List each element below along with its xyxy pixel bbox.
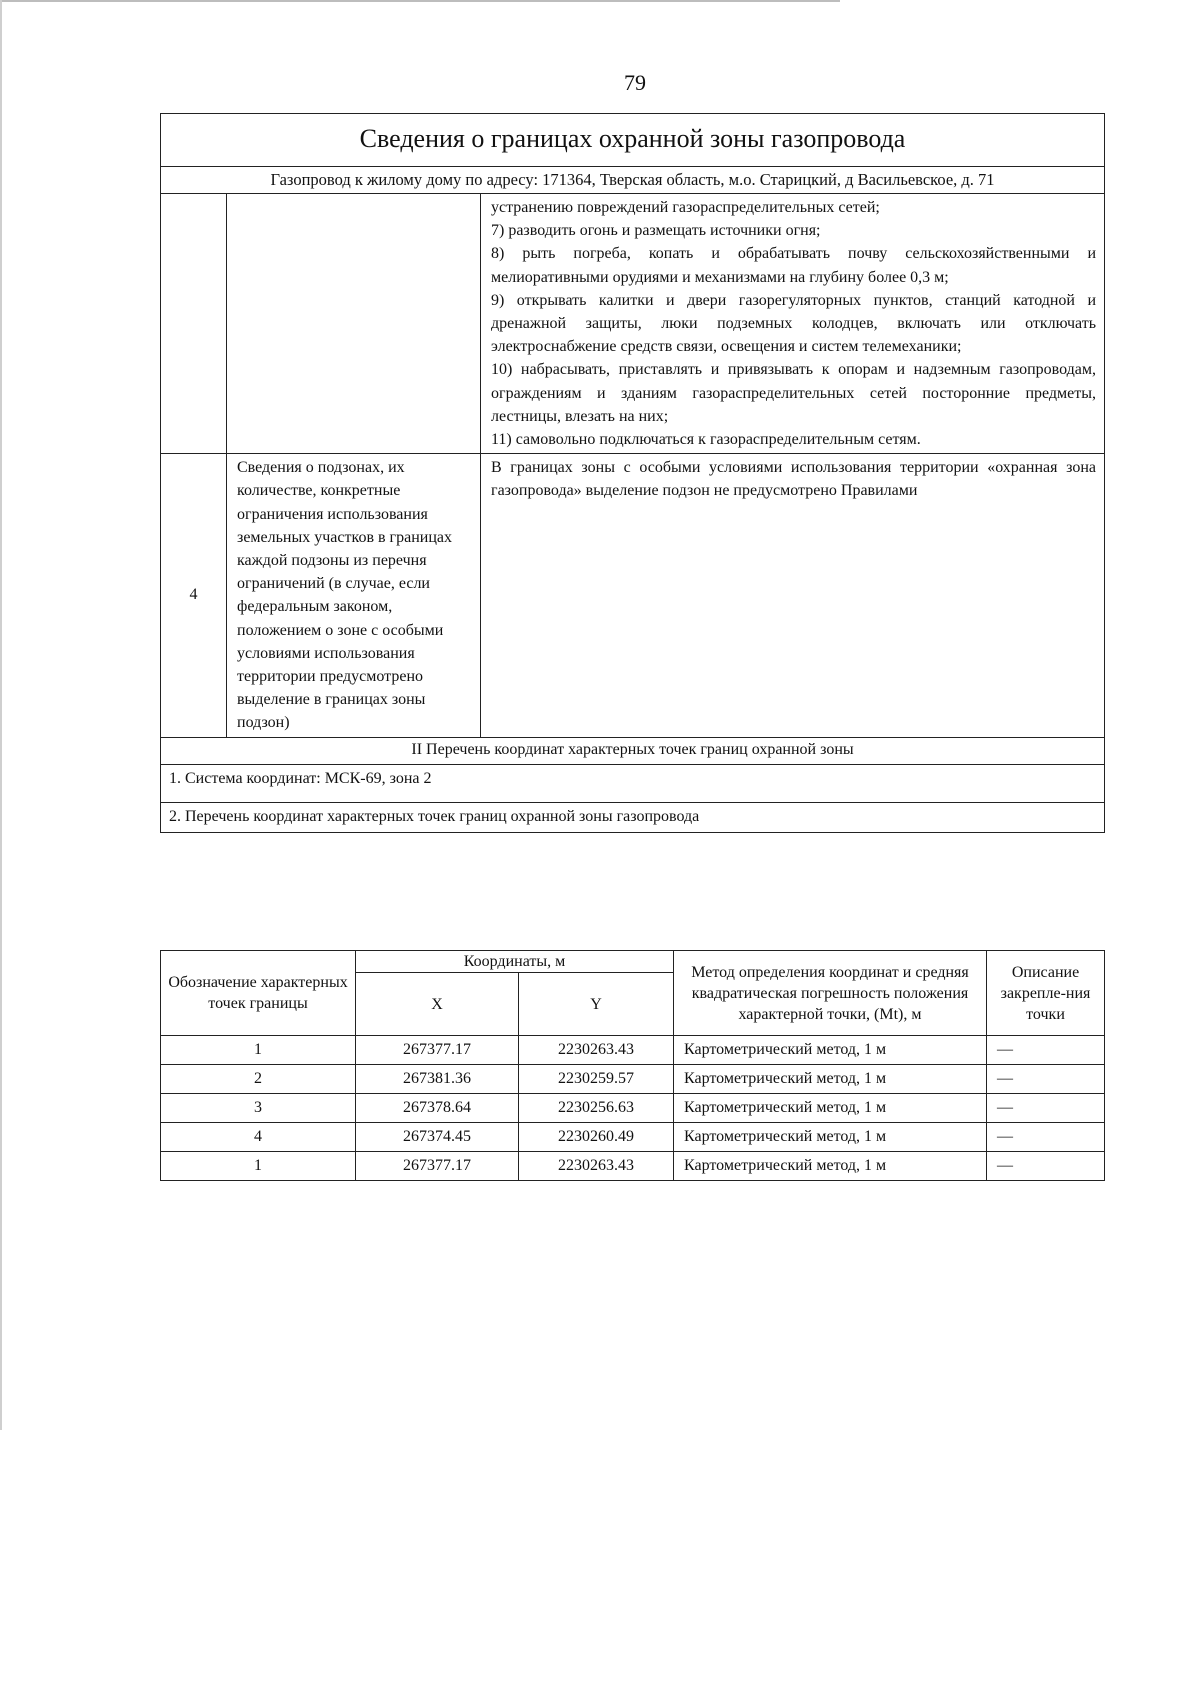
description: — — [987, 1152, 1105, 1181]
point-id: 3 — [161, 1094, 356, 1123]
point-id: 2 — [161, 1065, 356, 1094]
coord-x: 267378.64 — [356, 1094, 519, 1123]
coordinate-rows — [161, 1036, 1105, 1181]
table-row — [161, 1065, 1105, 1094]
restriction-item: 9) открывать калитки и двери газорегуляторных пунктов, станций катодной и дренажной защиты, люки подземных колодцев, включать или отключать электроснабжение средств связи, освещения и систем телемеханики; — [491, 291, 1097, 356]
coordinate-list-title: 2. Перечень координат характерных точек границ охранной зоны газопровода — [161, 802, 1105, 832]
table-row — [161, 1152, 1105, 1181]
header-y: Y — [519, 973, 674, 1036]
coord-y: 2230263.43 — [519, 1036, 674, 1065]
coord-x: 267377.17 — [356, 1036, 519, 1065]
coord-x: 267381.36 — [356, 1065, 519, 1094]
row-number-empty — [161, 194, 227, 454]
description: — — [987, 1094, 1105, 1123]
method: Картометрический метод, 1 м — [674, 1152, 987, 1181]
coord-y: 2230263.43 — [519, 1152, 674, 1181]
point-id: 1 — [161, 1152, 356, 1181]
scan-edge-left — [0, 0, 2, 1430]
coord-x: 267377.17 — [356, 1152, 519, 1181]
restriction-item: 11) самовольно подключаться к газораспределительным сетям. — [491, 431, 921, 449]
description: — — [987, 1065, 1105, 1094]
coordinates-table — [160, 950, 1105, 1181]
coord-x: 267374.45 — [356, 1123, 519, 1152]
document-subtitle: Газопровод к жилому дому по адресу: 171364, Тверская область, м.о. Старицкий, д Васильевское, д. 71 — [161, 167, 1105, 194]
description: — — [987, 1123, 1105, 1152]
method: Картометрический метод, 1 м — [674, 1065, 987, 1094]
coord-y: 2230256.63 — [519, 1094, 674, 1123]
method: Картометрический метод, 1 м — [674, 1094, 987, 1123]
subzones-row — [161, 454, 1105, 737]
header-method: Метод определения координат и средняя квадратическая погрешность положения характерной точки, (Mt), м — [674, 951, 987, 1036]
restriction-item: 7) разводить огонь и размещать источники огня; — [491, 222, 821, 240]
table-row — [161, 1094, 1105, 1123]
row-label: Сведения о подзонах, их количестве, конкретные ограничения использования земельных участков в границах каждой подзоны из перечня ограничений (в случае, если федеральным законом, положением о зоне с особыми условиями использования территории предусмотрено выделение в границах зоны подзон) — [227, 454, 481, 737]
section-heading: II Перечень координат характерных точек границ охранной зоны — [161, 737, 1105, 764]
restriction-item: 10) набрасывать, приставлять и привязывать к опорам и надземным газопроводам, ограждениям и зданиям газораспределительных сетей посторонние предметы, лестницы, влезать на них; — [491, 361, 1097, 425]
header-coords: Координаты, м — [356, 951, 674, 973]
description: — — [987, 1036, 1105, 1065]
document-title: Сведения о границах охранной зоны газопровода — [161, 114, 1105, 167]
restrictions-row — [161, 194, 1105, 454]
coord-y: 2230259.57 — [519, 1065, 674, 1094]
header-point: Обозначение характерных точек границы — [161, 951, 356, 1036]
table-row — [161, 1123, 1105, 1152]
coord-y: 2230260.49 — [519, 1123, 674, 1152]
zone-info-table — [160, 113, 1105, 833]
header-description: Описание закрепле-ния точки — [987, 951, 1105, 1036]
restrictions-list — [481, 194, 1105, 454]
restriction-item: 8) рыть погреба, копать и обрабатывать почву сельскохозяйственными и мелиоративными орудиями и механизмами на глубину более 0,3 м; — [491, 245, 1097, 286]
restriction-item: устранению повреждений газораспределительных сетей; — [491, 199, 880, 216]
row-number: 4 — [161, 454, 227, 737]
header-x: X — [356, 973, 519, 1036]
point-id: 4 — [161, 1123, 356, 1152]
scan-edge-top — [0, 0, 840, 2]
method: Картометрический метод, 1 м — [674, 1036, 987, 1065]
point-id: 1 — [161, 1036, 356, 1065]
row-value: В границах зоны с особыми условиями использования территории «охранная зона газопровода» выделение подзон не предусмотрено Правилами — [481, 454, 1105, 737]
method: Картометрический метод, 1 м — [674, 1123, 987, 1152]
row-label-empty — [227, 194, 481, 454]
coordinate-system: 1. Система координат: МСК-69, зона 2 — [161, 764, 1105, 802]
table-row — [161, 1036, 1105, 1065]
page-number: 79 — [624, 70, 646, 95]
